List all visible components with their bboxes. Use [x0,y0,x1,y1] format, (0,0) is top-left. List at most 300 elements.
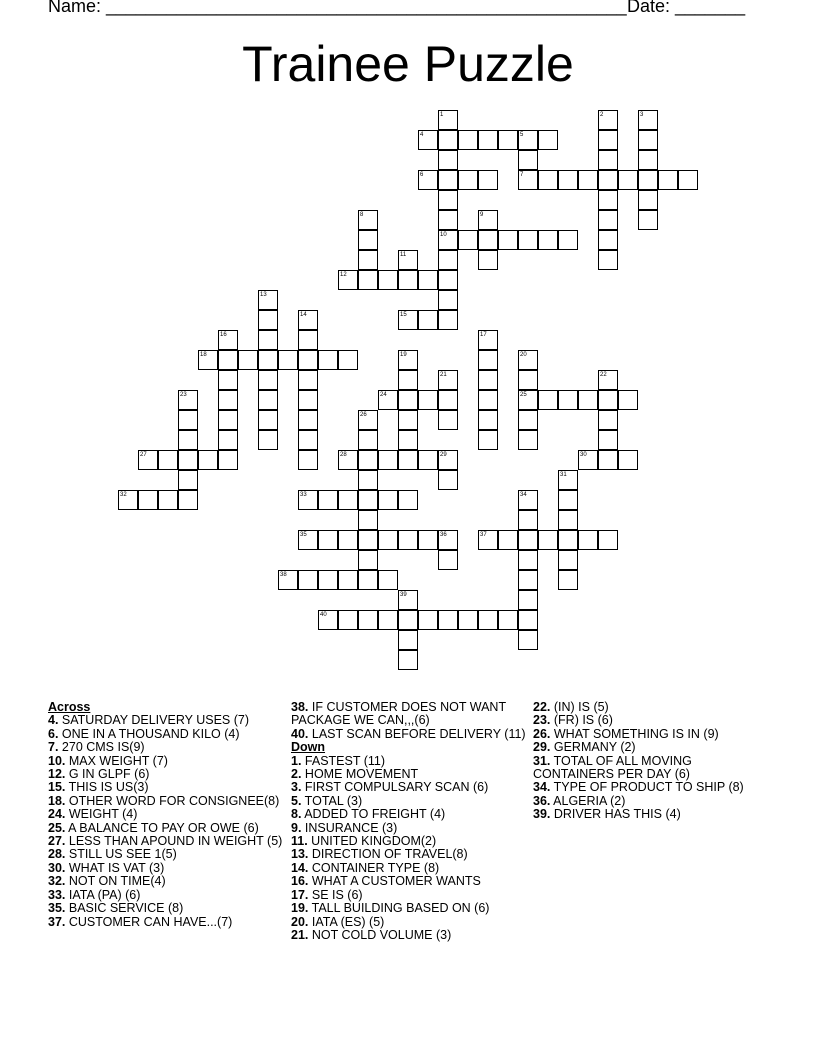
grid-cell[interactable] [438,190,458,210]
clue-item-number: 40. [291,726,309,741]
grid-cell[interactable] [518,350,538,370]
clue-number: 34 [520,492,527,498]
clue-number: 36 [440,532,447,538]
grid-cell[interactable] [478,130,498,150]
grid-cell[interactable] [398,630,418,650]
grid-cell[interactable] [398,350,418,370]
clue-item-text: G IN GLPF (6) [65,767,150,782]
grid-cell[interactable] [538,390,558,410]
grid-cell[interactable] [518,430,538,450]
grid-cell[interactable] [518,610,538,630]
grid-cell[interactable] [218,430,238,450]
grid-cell[interactable] [358,470,378,490]
clue-item-number: 25. [48,820,66,835]
clue-item [291,755,531,768]
grid-cell[interactable] [358,230,378,250]
grid-cell[interactable] [578,530,598,550]
grid-cell[interactable] [438,310,458,330]
clue-number: 39 [400,592,407,598]
grid-cell[interactable] [258,390,278,410]
clue-item [533,701,773,714]
grid-cell[interactable] [318,490,338,510]
across-heading: Across [48,700,91,714]
clue-item-text: TYPE OF PRODUCT TO SHIP (8) [550,780,744,795]
clue-item [291,728,531,741]
grid-cell[interactable] [658,170,678,190]
grid-cell[interactable] [498,530,518,550]
grid-cell[interactable] [298,310,318,330]
clue-number: 8 [360,212,364,218]
grid-cell[interactable] [518,130,538,150]
grid-cell[interactable] [558,390,578,410]
grid-cell[interactable] [358,510,378,530]
clue-number: 10 [440,232,447,238]
grid-cell[interactable] [358,250,378,270]
clue-item-text: WEIGHT (4) [65,807,138,822]
clue-number: 1 [440,112,444,118]
clue-item [48,808,288,821]
clue-item-number: 38. [291,700,309,714]
clue-item [291,902,531,915]
grid-cell[interactable] [558,550,578,570]
grid-cell[interactable] [558,170,578,190]
grid-cell[interactable] [178,390,198,410]
clue-item-number: 6. [48,726,59,741]
grid-cell[interactable] [438,470,458,490]
clue-number: 15 [400,312,407,318]
grid-cell[interactable] [518,170,538,190]
clue-item-text: ALGERIA (2) [550,793,626,808]
clue-item-number: 33. [48,887,66,902]
grid-cell[interactable] [298,330,318,350]
grid-cell[interactable] [458,230,478,250]
clue-number: 33 [300,492,307,498]
clue-item-text: DRIVER HAS THIS (4) [550,807,681,822]
grid-cell[interactable] [478,330,498,350]
clue-item-number: 14. [291,860,309,875]
grid-cell[interactable] [358,610,378,630]
clue-item-number: 1. [291,753,302,768]
across-clue-list-cont [291,701,531,741]
clue-number: 17 [480,332,487,338]
grid-cell[interactable] [578,450,598,470]
clue-number: 5 [520,132,524,138]
clue-item-text: TOTAL (3) [301,793,363,808]
grid-cell[interactable] [438,390,458,410]
grid-cell[interactable] [318,350,338,370]
clue-item [48,835,288,848]
grid-cell[interactable] [498,610,518,630]
grid-cell[interactable] [478,350,498,370]
grid-cell[interactable] [298,490,318,510]
grid-cell[interactable] [398,390,418,410]
clue-number: 40 [320,612,327,618]
grid-cell[interactable] [438,210,458,230]
clue-item [48,728,288,741]
grid-cell[interactable] [438,110,458,130]
grid-cell[interactable] [178,490,198,510]
grid-cell[interactable] [378,390,398,410]
grid-cell[interactable] [358,210,378,230]
clue-item-text: FASTEST (11) [301,753,386,768]
grid-cell[interactable] [378,270,398,290]
grid-cell[interactable] [518,550,538,570]
clue-item-text: IF CUSTOMER DOES NOT WANT PACKAGE WE CAN,,,(6) [291,700,506,728]
grid-cell[interactable] [438,270,458,290]
grid-cell[interactable] [398,270,418,290]
clue-number: 3 [640,112,644,118]
clue-item-text: SE IS (6) [308,887,363,902]
grid-cell[interactable] [558,570,578,590]
grid-cell[interactable] [298,410,318,430]
grid-cell[interactable] [518,510,538,530]
grid-cell[interactable] [398,310,418,330]
grid-cell[interactable] [378,530,398,550]
grid-cell[interactable] [378,610,398,630]
clue-item [48,875,288,888]
grid-cell[interactable] [298,370,318,390]
grid-cell[interactable] [178,410,198,430]
grid-cell[interactable] [598,450,618,470]
clue-item-number: 5. [291,793,302,808]
grid-cell[interactable] [458,130,478,150]
grid-cell[interactable] [518,570,538,590]
grid-cell[interactable] [478,370,498,390]
grid-cell[interactable] [558,230,578,250]
clue-number: 12 [340,272,347,278]
grid-cell[interactable] [478,210,498,230]
grid-cell[interactable] [518,630,538,650]
clue-number: 16 [220,332,227,338]
grid-cell[interactable] [598,250,618,270]
grid-cell[interactable] [418,170,438,190]
clue-item-text: SATURDAY DELIVERY USES (7) [58,713,250,728]
grid-cell[interactable] [298,570,318,590]
clue-item-number: 26. [533,726,551,741]
grid-cell[interactable] [478,410,498,430]
grid-cell[interactable] [278,570,298,590]
grid-cell[interactable] [218,350,238,370]
grid-cell[interactable] [598,110,618,130]
across-clue-list [48,714,288,929]
grid-cell[interactable] [438,450,458,470]
grid-cell[interactable] [518,410,538,430]
grid-cell[interactable] [258,310,278,330]
grid-cell[interactable] [358,490,378,510]
clue-item-number: 4. [48,713,59,728]
clue-number: 30 [580,452,587,458]
grid-cell[interactable] [378,450,398,470]
grid-cell[interactable] [398,490,418,510]
grid-cell[interactable] [338,570,358,590]
grid-cell[interactable] [518,150,538,170]
clue-item-number: 29. [533,740,551,755]
grid-cell[interactable] [278,350,298,370]
grid-cell[interactable] [358,570,378,590]
grid-cell[interactable] [498,230,518,250]
grid-cell[interactable] [298,430,318,450]
clue-item-text: TALL BUILDING BASED ON (6) [308,901,490,916]
grid-cell[interactable] [338,490,358,510]
grid-cell[interactable] [318,570,338,590]
grid-cell[interactable] [458,610,478,630]
grid-cell[interactable] [138,450,158,470]
grid-cell[interactable] [258,430,278,450]
grid-cell[interactable] [618,450,638,470]
grid-cell[interactable] [398,530,418,550]
grid-cell[interactable] [578,170,598,190]
grid-cell[interactable] [438,410,458,430]
clue-item-number: 13. [291,847,309,862]
grid-cell[interactable] [518,490,538,510]
clue-number: 29 [440,452,447,458]
grid-cell[interactable] [598,370,618,390]
clue-item-number: 32. [48,874,66,889]
clue-item-number: 23. [533,713,551,728]
clue-item-text: (FR) IS (6) [550,713,613,728]
grid-cell[interactable] [338,350,358,370]
clue-number: 27 [140,452,147,458]
grid-cell[interactable] [158,490,178,510]
grid-cell[interactable] [218,390,238,410]
clue-item-text: MAX WEIGHT (7) [65,753,168,768]
clue-item-text: WHAT A CUSTOMER WANTS [308,874,481,889]
clue-number: 37 [480,532,487,538]
clue-item [533,808,773,821]
grid-cell[interactable] [478,230,498,250]
grid-cell[interactable] [258,350,278,370]
clue-item [291,848,531,861]
grid-cell[interactable] [338,530,358,550]
grid-cell[interactable] [598,190,618,210]
grid-cell[interactable] [478,250,498,270]
clue-number: 19 [400,352,407,358]
grid-cell[interactable] [358,530,378,550]
grid-cell[interactable] [518,230,538,250]
grid-cell[interactable] [258,290,278,310]
grid-cell[interactable] [318,530,338,550]
grid-cell[interactable] [398,250,418,270]
grid-cell[interactable] [418,610,438,630]
grid-cell[interactable] [398,370,418,390]
grid-cell[interactable] [298,530,318,550]
clue-item-number: 11. [291,834,308,849]
grid-cell[interactable] [218,410,238,430]
grid-cell[interactable] [498,130,518,150]
grid-cell[interactable] [398,450,418,470]
grid-cell[interactable] [178,430,198,450]
grid-cell[interactable] [598,150,618,170]
grid-cell[interactable] [638,130,658,150]
grid-cell[interactable] [518,530,538,550]
grid-cell[interactable] [138,490,158,510]
grid-cell[interactable] [218,330,238,350]
clue-number: 28 [340,452,347,458]
grid-cell[interactable] [478,170,498,190]
grid-cell[interactable] [178,450,198,470]
grid-cell[interactable] [538,530,558,550]
clue-item [291,835,531,848]
grid-cell[interactable] [678,170,698,190]
clue-item-number: 3. [291,780,302,795]
clue-item [48,889,288,902]
clue-item-number: 12. [48,767,66,782]
grid-cell[interactable] [478,610,498,630]
clue-item-number: 16. [291,874,309,889]
grid-cell[interactable] [178,470,198,490]
clue-item-number: 17. [291,887,309,902]
grid-cell[interactable] [418,270,438,290]
clue-item [291,781,531,794]
grid-cell[interactable] [158,450,178,470]
grid-cell[interactable] [518,390,538,410]
clue-item [533,795,773,808]
grid-cell[interactable] [598,430,618,450]
date-field-label: Date: _______ [627,0,746,16]
grid-cell[interactable] [478,390,498,410]
grid-cell[interactable] [598,170,618,190]
grid-cell[interactable] [598,530,618,550]
grid-cell[interactable] [418,310,438,330]
grid-cell[interactable] [638,150,658,170]
grid-cell[interactable] [418,130,438,150]
clue-item-text: LESS THAN APOUND IN WEIGHT (5) [65,834,283,849]
grid-cell[interactable] [638,110,658,130]
clue-number: 24 [380,392,387,398]
grid-cell[interactable] [118,490,138,510]
grid-cell[interactable] [538,170,558,190]
grid-cell[interactable] [398,650,418,670]
grid-cell[interactable] [438,610,458,630]
grid-cell[interactable] [618,170,638,190]
clue-item-number: 30. [48,860,66,875]
grid-cell[interactable] [298,390,318,410]
grid-cell[interactable] [258,370,278,390]
down-heading: Down [291,740,326,755]
grid-cell[interactable] [418,530,438,550]
grid-cell[interactable] [638,190,658,210]
grid-cell[interactable] [458,170,478,190]
grid-cell[interactable] [198,450,218,470]
clue-number: 21 [440,372,447,378]
clue-item-text: (IN) IS (5) [550,700,609,714]
grid-cell[interactable] [238,350,258,370]
grid-cell[interactable] [598,210,618,230]
clue-number: 26 [360,412,367,418]
grid-cell[interactable] [598,410,618,430]
grid-cell[interactable] [438,530,458,550]
clue-number: 2 [600,112,604,118]
clue-item-number: 34. [533,780,551,795]
grid-cell[interactable] [518,590,538,610]
clue-item-text: IATA (PA) (6) [65,887,141,902]
grid-cell[interactable] [618,390,638,410]
grid-cell[interactable] [418,450,438,470]
grid-cell[interactable] [558,510,578,530]
grid-cell[interactable] [558,490,578,510]
clue-item-number: 7. [48,740,59,755]
grid-cell[interactable] [398,410,418,430]
clue-item-number: 35. [48,901,66,916]
grid-cell[interactable] [378,490,398,510]
grid-cell[interactable] [358,270,378,290]
clue-item [291,808,531,821]
grid-cell[interactable] [598,390,618,410]
grid-cell[interactable] [518,370,538,390]
grid-cell[interactable] [198,350,218,370]
clue-item [291,916,531,929]
grid-cell[interactable] [598,230,618,250]
grid-cell[interactable] [218,450,238,470]
grid-cell[interactable] [638,210,658,230]
clue-item [291,822,531,835]
clue-item-number: 21. [291,927,309,942]
grid-cell[interactable] [478,430,498,450]
clue-item-text: NOT ON TIME(4) [65,874,166,889]
grid-cell[interactable] [298,350,318,370]
grid-cell[interactable] [358,550,378,570]
grid-cell[interactable] [258,330,278,350]
grid-cell[interactable] [438,130,458,150]
grid-cell[interactable] [438,550,458,570]
clues-column-3 [533,701,773,822]
down-clue-list [291,755,531,943]
grid-cell[interactable] [438,170,458,190]
clue-item-text: STILL US SEE 1(5) [65,847,177,862]
clue-item [291,889,531,902]
grid-cell[interactable] [318,610,338,630]
clue-item-text: FIRST COMPULSARY SCAN (6) [301,780,489,795]
grid-cell[interactable] [298,450,318,470]
grid-cell[interactable] [378,570,398,590]
grid-cell[interactable] [478,530,498,550]
grid-cell[interactable] [438,230,458,250]
clue-item-text: GERMANY (2) [550,740,636,755]
clue-item-text: WHAT SOMETHING IS IN (9) [550,726,719,741]
grid-cell[interactable] [218,370,238,390]
grid-cell[interactable] [438,290,458,310]
grid-cell[interactable] [398,590,418,610]
grid-cell[interactable] [578,390,598,410]
grid-cell[interactable] [358,450,378,470]
grid-cell[interactable] [358,430,378,450]
clue-item-number: 31. [533,753,551,768]
clue-item [48,795,288,808]
grid-cell[interactable] [438,250,458,270]
grid-cell[interactable] [638,170,658,190]
grid-cell[interactable] [338,270,358,290]
grid-cell[interactable] [558,530,578,550]
clue-item [291,701,531,728]
grid-cell[interactable] [338,610,358,630]
grid-cell[interactable] [538,230,558,250]
grid-cell[interactable] [398,610,418,630]
clue-item-text: CONTAINER TYPE (8) [308,860,440,875]
grid-cell[interactable] [418,390,438,410]
grid-cell[interactable] [358,410,378,430]
grid-cell[interactable] [438,370,458,390]
clues-column-2 [291,701,531,942]
grid-cell[interactable] [558,470,578,490]
grid-cell[interactable] [438,150,458,170]
grid-cell[interactable] [258,410,278,430]
grid-cell[interactable] [338,450,358,470]
grid-cell[interactable] [598,130,618,150]
clue-item [48,714,288,727]
grid-cell[interactable] [398,430,418,450]
clue-item-text: ADDED TO FREIGHT (4) [301,807,446,822]
grid-cell[interactable] [538,130,558,150]
